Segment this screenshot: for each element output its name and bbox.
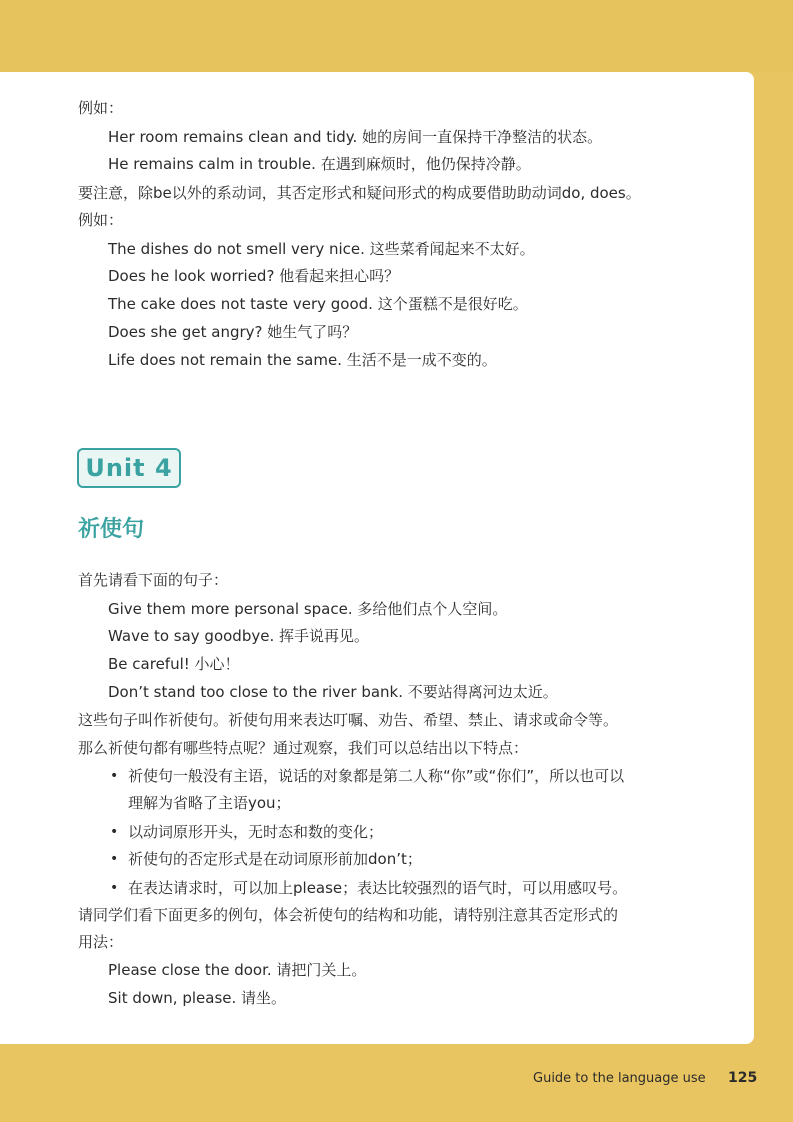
unit-label: Unit 4 <box>85 454 173 482</box>
page-number: 125 <box>728 1070 758 1086</box>
example-sentence: Wave to say goodbye. 挥手说再见。 <box>108 627 369 645</box>
top-color-band <box>0 0 793 72</box>
footer-label: Guide to the language use <box>533 1071 706 1086</box>
bullet-dot: • <box>110 824 119 840</box>
example-sentence: Don’t stand too close to the river bank. 不要站得离河边太近。 <box>108 683 558 701</box>
example-sentence: The cake does not taste very good. 这个蛋糕不是很好吃。 <box>108 295 528 313</box>
bullet-item: 祈使句的否定形式是在动词原形前加don’t； <box>128 850 422 868</box>
bullet-item: 以动词原形开头，无时态和数的变化； <box>128 823 384 841</box>
bullet-dot: • <box>110 851 119 867</box>
example-sentence: He remains calm in trouble. 在遇到麻烦时，他仍保持冷静。 <box>108 155 531 173</box>
example-sentence: Give them more personal space. 多给他们点个人空间。 <box>108 600 508 618</box>
example-sentence: Does she get angry? 她生气了吗？ <box>108 323 358 341</box>
instruction-paragraph: 用法： <box>78 933 124 951</box>
example-heading: 例如： <box>78 99 124 117</box>
example-sentence: Life does not remain the same. 生活不是一成不变的。 <box>108 351 497 369</box>
explanation-paragraph: 这些句子叫作祈使句。祈使句用来表达叮嘱、劝告、希望、禁止、请求或命令等。 <box>78 711 619 729</box>
note-paragraph: 要注意，除be以外的系动词，其否定形式和疑问形式的构成要借助助动词do, does。 <box>78 184 641 202</box>
example-sentence: The dishes do not smell very nice. 这些菜肴闻起来不太好。 <box>108 240 535 258</box>
explanation-paragraph: 那么祈使句都有哪些特点呢？通过观察，我们可以总结出以下特点： <box>78 739 529 757</box>
example-sentence: Sit down, please. 请坐。 <box>108 989 287 1007</box>
example-sentence: Does he look worried? 他看起来担心吗？ <box>108 267 400 285</box>
section-title: 祈使句 <box>78 517 145 542</box>
bullet-dot: • <box>110 880 119 896</box>
bullet-item: 祈使句一般没有主语，说话的对象都是第二人称“你”或“你们”，所以也可以 <box>128 767 625 785</box>
example-sentence: Her room remains clean and tidy. 她的房间一直保持干净整洁的状态。 <box>108 128 603 146</box>
bullet-item: 在表达请求时，可以加上please；表达比较强烈的语气时，可以用感叹号。 <box>128 879 628 897</box>
intro-line: 首先请看下面的句子： <box>78 571 229 589</box>
unit-badge <box>77 448 181 488</box>
bullet-dot: • <box>110 768 119 784</box>
instruction-paragraph: 请同学们看下面更多的例句，体会祈使句的结构和功能，请特别注意其否定形式的 <box>78 906 619 924</box>
example-sentence: Be careful! 小心！ <box>108 655 240 673</box>
bullet-item-continuation: 理解为省略了主语you； <box>128 794 291 812</box>
example-heading: 例如： <box>78 211 124 229</box>
example-sentence: Please close the door. 请把门关上。 <box>108 961 367 979</box>
